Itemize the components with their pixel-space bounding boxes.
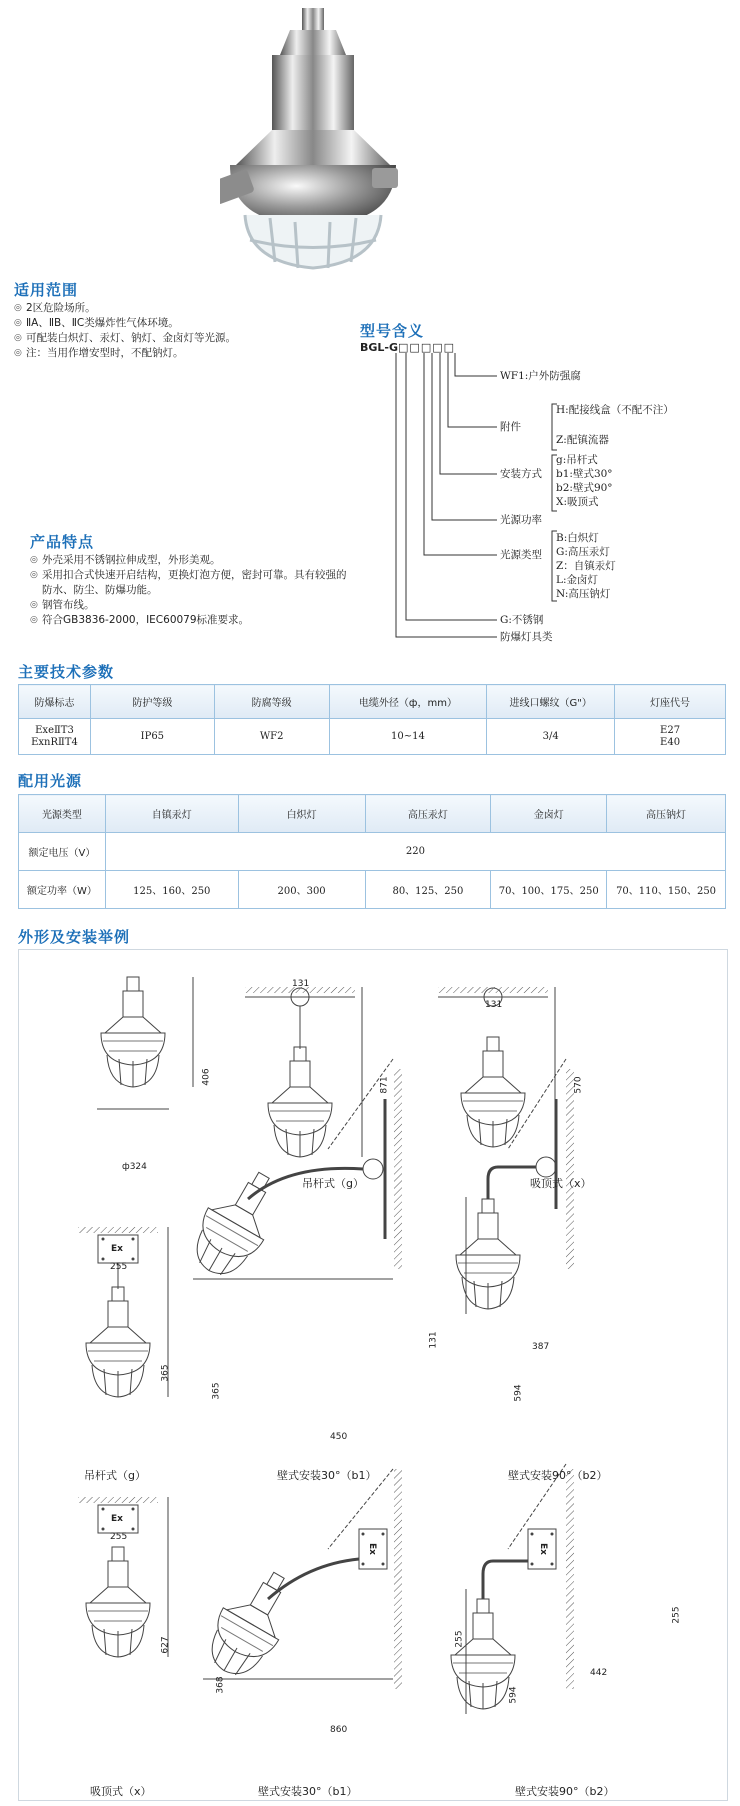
caption: 壁式安装30°（b1） [258,1785,358,1798]
dim-label: 255 [671,1606,682,1624]
dim-label: 406 [201,1068,212,1086]
table-cell: 70、110、150、250 [607,871,726,909]
table-header: 防腐等级 [214,685,329,719]
model-code-prefix: BGL-G [360,341,399,354]
list-item: ◎ ⅡA、ⅡB、ⅡC类爆炸性气体环境。 [14,316,324,331]
dim-label: 594 [513,1384,524,1402]
model-wf1: WF1:户外防强腐 [500,370,581,382]
table-header: 白炽灯 [238,795,365,833]
list-item: ◎ 外壳采用不锈钢拉伸成型，外形美观。 [30,553,350,568]
drawing-pendant-g [245,987,362,1157]
table-cell: 125、160、250 [105,871,238,909]
drawing-wall-30-box [196,1469,402,1689]
drawing-ceiling-x-box [78,1497,168,1657]
list-item: ◎ 2区危险场所。 [14,301,324,316]
scope-list [14,301,324,361]
features-title: 产品特点 [30,533,95,551]
drawing-wall-30 [181,1059,402,1287]
dim-label: 255 [110,1532,128,1542]
table-header: 高压汞灯 [365,795,491,833]
drawing-basic-lamp [97,977,193,1109]
list-item: ◎ 符合GB3836-2000，IEC60079标准要求。 [30,613,350,628]
dim-label: 365 [160,1364,171,1382]
dim-label: 387 [532,1342,550,1352]
caption: 壁式安装90°（b2） [515,1785,615,1798]
ex-mark: Ex [366,1543,377,1555]
model-src-b: B:白炽灯 [556,532,599,544]
table-header: 自镇汞灯 [105,795,238,833]
table-cell: 220 [105,833,725,871]
scope-title: 适用范围 [14,281,79,299]
dim-label: 871 [379,1076,390,1094]
model-mount-b2: b2:壁式90° [556,482,613,494]
model-src-g: G:高压汞灯 [556,546,610,558]
dim-label: 627 [160,1636,171,1654]
table-header: 高压钠灯 [607,795,726,833]
dim-label: 131 [485,1000,503,1010]
drawing-ceiling-x [438,987,555,1147]
dim-label: 368 [215,1676,226,1694]
light-title: 配用光源 [18,772,83,790]
ex-mark: Ex [111,1244,123,1254]
dim-label: ф324 [122,1162,147,1172]
list-item: ◎ 注：当用作增安型时，不配钠灯。 [14,346,324,361]
caption: 壁式安装30°（b1） [277,1469,377,1482]
ex-mark: Ex [537,1543,548,1555]
model-power: 光源功率 [500,514,542,526]
table-cell: 80、125、250 [365,871,491,909]
caption: 吊杆式（g） [84,1469,146,1482]
model-mount-b1: b1:壁式30° [556,468,613,480]
list-item: ◎ 可配装白炽灯、汞灯、钠灯、金卤灯等光源。 [14,331,324,346]
caption: 吸顶式（x） [90,1785,152,1798]
table-cell: 3/4 [487,719,615,755]
dim-label: 570 [573,1076,584,1094]
model-mount-x: X:吸顶式 [556,496,599,508]
model-code: BGL-G□□□□□ [360,341,455,354]
features-list [30,553,350,628]
model-acc-h: H:配接线盒（不配不注） [556,404,674,416]
table-cell: E27 E40 [615,719,726,755]
table-header: 金卤灯 [491,795,607,833]
light-table [18,794,726,909]
dim-label: 131 [428,1331,439,1349]
dim-label: 450 [330,1432,348,1442]
table-cell: IP65 [90,719,214,755]
model-acc-z: Z:配镇流器 [556,434,609,446]
table-header: 灯座代号 [615,685,726,719]
drawing-wall-90-box [451,1464,574,1714]
table-cell: 200、300 [238,871,365,909]
model-source: 光源类型 [500,549,542,561]
table-header: 防爆标志 [19,685,91,719]
table-cell: 10~14 [329,719,487,755]
model-src-l: L:金卤灯 [556,574,599,586]
model-accessory: 附件 [500,421,521,433]
table-cell: 额定功率（W） [19,871,106,909]
table-cell: 额定电压（V） [19,833,106,871]
drawing-pendant-g-box [78,1227,168,1397]
table-cell: WF2 [214,719,329,755]
model-mount-g: g:吊杆式 [556,454,598,466]
caption: 吸顶式（x） [530,1177,592,1190]
dim-label: 131 [292,979,310,989]
table-header: 电缆外径（ф，mm） [329,685,487,719]
table-cell: 70、100、175、250 [491,871,607,909]
dim-label: 442 [590,1668,608,1678]
list-item: ◎ 采用扣合式快速开启结构，更换灯泡方便，密封可靠。具有较强的防水、防尘、防爆功能。 [30,568,350,598]
caption: 吊杆式（g） [302,1177,364,1190]
model-tree-lines [360,350,500,650]
table-cell: ExeⅡT3 ExnRⅡT4 [19,719,91,755]
table-header: 光源类型 [19,795,106,833]
model-mount: 安装方式 [500,468,542,480]
table-header: 进线口螺纹（G"） [487,685,615,719]
dim-label: 365 [211,1382,222,1400]
dim-label: 594 [508,1686,519,1704]
model-title: 型号含义 [360,322,425,340]
table-header: 防护等级 [90,685,214,719]
model-g-ss: G:不锈钢 [500,614,544,626]
tech-title: 主要技术参数 [18,663,115,681]
dim-label: 255 [110,1262,128,1272]
list-item: ◎ 钢管布线。 [30,598,350,613]
product-photo [220,0,470,275]
install-title: 外形及安装举例 [18,928,131,946]
install-drawings [18,949,726,1799]
model-src-z: Z：自镇汞灯 [556,560,616,572]
dim-label: 255 [454,1630,465,1648]
caption: 壁式安装90°（b2） [508,1469,608,1482]
ex-mark: Ex [111,1514,123,1524]
model-series: 防爆灯具类 [500,631,553,643]
dim-label: 860 [330,1725,348,1735]
tech-table [18,684,726,755]
model-src-n: N:高压钠灯 [556,588,611,600]
